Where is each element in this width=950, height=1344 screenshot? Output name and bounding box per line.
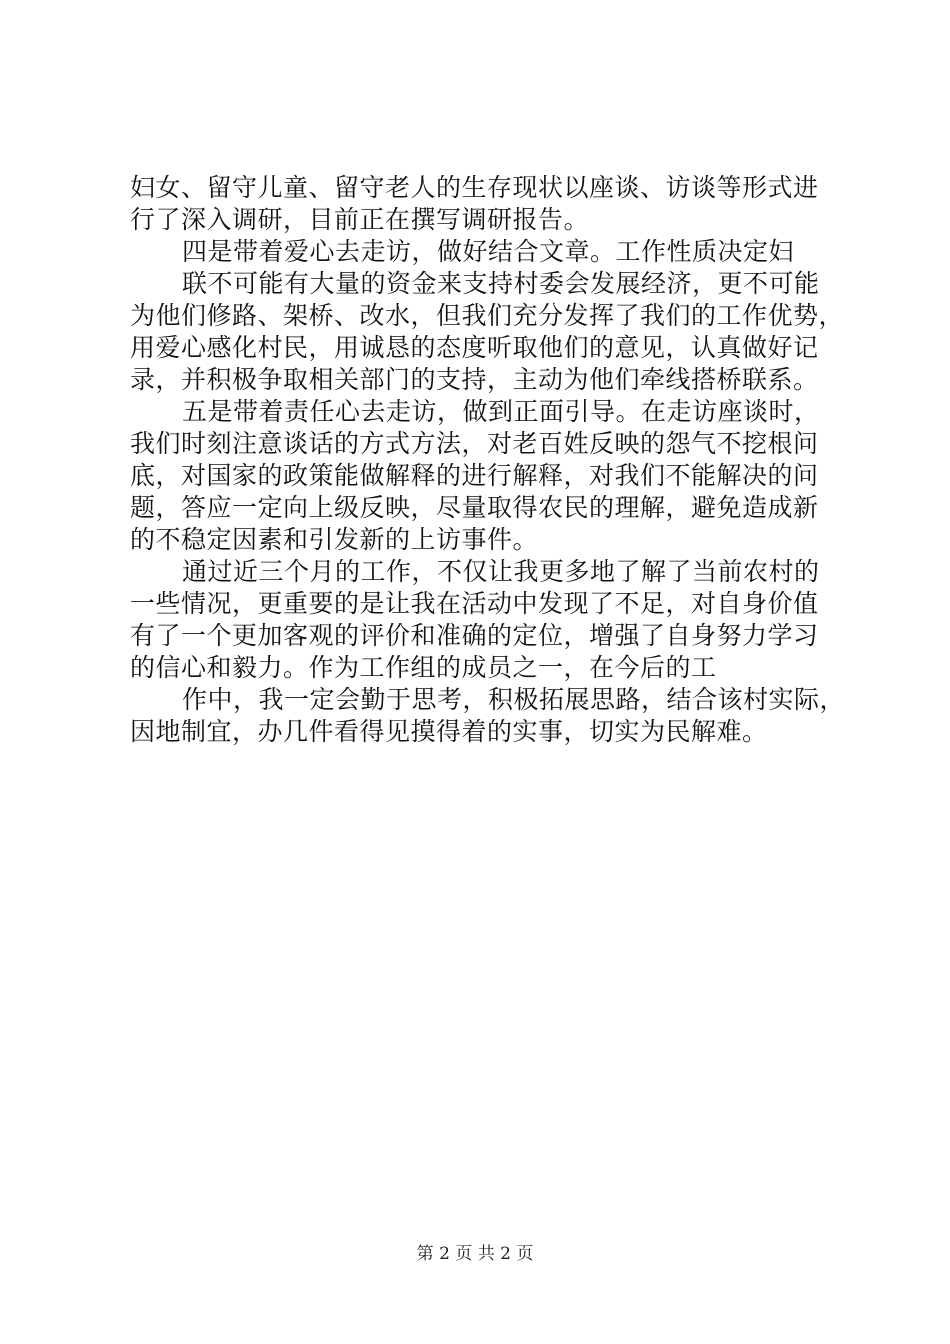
- text-line: 因地制宜，办几件看得见摸得着的实事，切实为民解难。: [130, 717, 768, 746]
- text-line: 的信心和毅力。作为工作组的成员之一，在今后的工: [130, 653, 717, 682]
- text-line: 的不稳定因素和引发新的上访事件。: [130, 525, 539, 554]
- page-number-footer: 第 2 页 共 2 页: [416, 1244, 534, 1264]
- paragraph-start-line: 五是带着责任心去走访，做到正面引导。在走访座谈时，: [182, 397, 820, 426]
- text-line: 有了一个更加客观的评价和准确的定位，增强了自身努力学习: [130, 621, 819, 650]
- text-line: 我们时刻注意谈话的方式方法，对老百姓反映的怨气不挖根问: [130, 429, 819, 458]
- text-line: 一些情况，更重要的是让我在活动中发现了不足，对自身价值: [130, 589, 819, 618]
- text-line: 底，对国家的政策能做解释的进行解释，对我们不能解决的问: [130, 461, 819, 490]
- paragraph-start-line: 联不可能有大量的资金来支持村委会发展经济，更不可能: [182, 269, 820, 298]
- text-line: 用爱心感化村民，用诚恳的态度听取他们的意见，认真做好记: [130, 333, 819, 362]
- text-line: 录，并积极争取相关部门的支持，主动为他们牵线搭桥联系。: [130, 365, 819, 394]
- paragraph-start-line: 作中，我一定会勤于思考，积极拓展思路，结合该村实际，: [182, 685, 846, 714]
- text-line: 为他们修路、架桥、改水，但我们充分发挥了我们的工作优势，: [130, 301, 845, 330]
- paragraph-start-line: 四是带着爱心去走访，做好结合文章。工作性质决定妇: [182, 237, 795, 266]
- document-body: [130, 172, 846, 748]
- text-line: 行了深入调研，目前正在撰写调研报告。: [130, 205, 590, 234]
- text-line: 妇女、留守儿童、留守老人的生存现状以座谈、访谈等形式进: [130, 173, 819, 202]
- text-line: 题，答应一定向上级反映，尽量取得农民的理解，避免造成新: [130, 493, 819, 522]
- paragraph-start-line: 通过近三个月的工作，不仅让我更多地了解了当前农村的: [182, 557, 820, 586]
